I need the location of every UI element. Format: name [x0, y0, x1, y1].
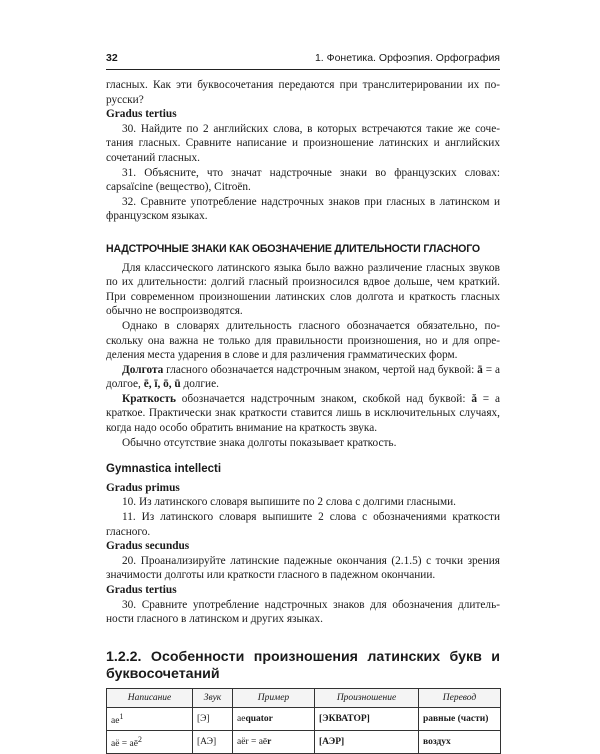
- gradus-tertius-heading: Gradus tertius: [106, 108, 177, 121]
- section-paragraph-5: Обычно отсутствие знака долготы показывает краткость.: [122, 436, 397, 449]
- exercise-31: 31. Объясните, что значат надстрочные знаки во французских словах: capsaïcine (вещество), Citroën.: [106, 166, 500, 194]
- term-dolgota: Долгота: [122, 363, 164, 376]
- col-header-pronunciation: Произношение: [315, 688, 419, 707]
- col-header-translation: Перевод: [419, 688, 501, 707]
- continued-paragraph: гласных. Как эти буквосочетания передаются при транслитерировании их по-русски?: [106, 79, 500, 106]
- exercise-30-b: 30. Сравните употребление надстрочных знаков для обозначения длительности гласного в латинском и других языках.: [106, 598, 500, 626]
- section-paragraph-4: Краткость обозначается надстрочным знаком, скобкой над буквой: ă = a краткое. Практически знак краткости ставится лишь в исключительных случаях, когда надо особо обратить внимание на краткость звука.: [106, 392, 500, 435]
- cell-translation: воздух: [419, 730, 501, 753]
- gradus-primus-heading: Gradus primus: [106, 481, 180, 494]
- exercise-32: 32. Сравните употребление надстрочных знаков при гласных в латинском и французском языках.: [106, 195, 500, 223]
- table-row: [107, 707, 501, 730]
- table-row: [107, 730, 501, 753]
- cell-spelling: aë = $aē^2$: [107, 730, 193, 753]
- long-vowels-list: ē, ī, ō, ū: [143, 378, 181, 391]
- cell-spelling: $ae^1$: [107, 707, 193, 730]
- pronunciation-table: [106, 688, 501, 754]
- exercise-30: 30. Найдите по 2 английских слова, в которых встречаются такие же сочетания гласных. Сравните написание и произношение латинских и английских сочетаний гласных.: [106, 122, 500, 164]
- page-body: [106, 78, 500, 754]
- cell-pronunciation: [ЭКВАТОР]: [315, 707, 419, 730]
- cell-example: aequator: [233, 707, 315, 730]
- cell-sound: [АЭ]: [193, 730, 233, 753]
- col-header-spelling: Написание: [107, 688, 193, 707]
- subsection-heading: 1.2.2. Особенности произношения латинских букв и буквосочетаний: [106, 648, 500, 682]
- gymnastica-heading: Gymnastica intellecti: [106, 463, 222, 476]
- col-header-sound: Звук: [193, 688, 233, 707]
- cell-translation: равные (части): [419, 707, 501, 730]
- table-header-row: [107, 688, 501, 707]
- cell-pronunciation: [АЭР]: [315, 730, 419, 753]
- exercise-10: 10. Из латинского словаря выпишите по 2 слова с долгими гласными.: [122, 496, 456, 509]
- exercise-20: 20. Проанализируйте латинские падежные окончания (2.1.5) с точки зрения значимости долготы или краткости гласного в падежном окончании.: [106, 554, 500, 582]
- chapter-title: 1. Фонетика. Орфоэпия. Орфография: [314, 52, 500, 64]
- page-number: 32: [106, 52, 118, 64]
- col-header-example: Пример: [233, 688, 315, 707]
- running-header: [106, 52, 500, 68]
- section-heading: НАДСТРОЧНЫЕ ЗНАКИ КАК ОБОЗНАЧЕНИЕ ДЛИТЕЛЬНОСТИ ГЛАСНОГО: [106, 242, 480, 255]
- section-paragraph-3: Долгота гласного обозначается надстрочным знаком, чертой над буквой: ā = a долгое, ē, ī, ō, ū долгие.: [106, 363, 500, 391]
- gradus-secundus-heading: Gradus secundus: [106, 540, 190, 553]
- section-paragraph-2: Однако в словарях длительность гласного обозначается обязательно, поскольку она важна не только для правильности произношения, но и для определения места ударения в слове и для различения грамматических форм.: [106, 319, 500, 362]
- short-a-example: ă: [471, 392, 477, 405]
- exercise-11: 11. Из латинского словаря выпишите 2 слова с обозначениями краткости гласного.: [106, 511, 500, 538]
- cell-example: aër = aēr: [233, 730, 315, 753]
- header-rule: [106, 69, 500, 70]
- section-paragraph-1: Для классического латинского языка было важно различение гласных звуков по их длительности: долгий гласный произносился вдвое дольше, чем краткий. При современном произношении латинских слов долгота и краткость гласных обычно не воспроизводятся.: [106, 261, 500, 318]
- long-a-example: ā: [477, 363, 483, 376]
- cell-sound: [Э]: [193, 707, 233, 730]
- term-kratkost: Краткость: [122, 392, 176, 405]
- gradus-tertius-heading-2: Gradus tertius: [106, 584, 177, 596]
